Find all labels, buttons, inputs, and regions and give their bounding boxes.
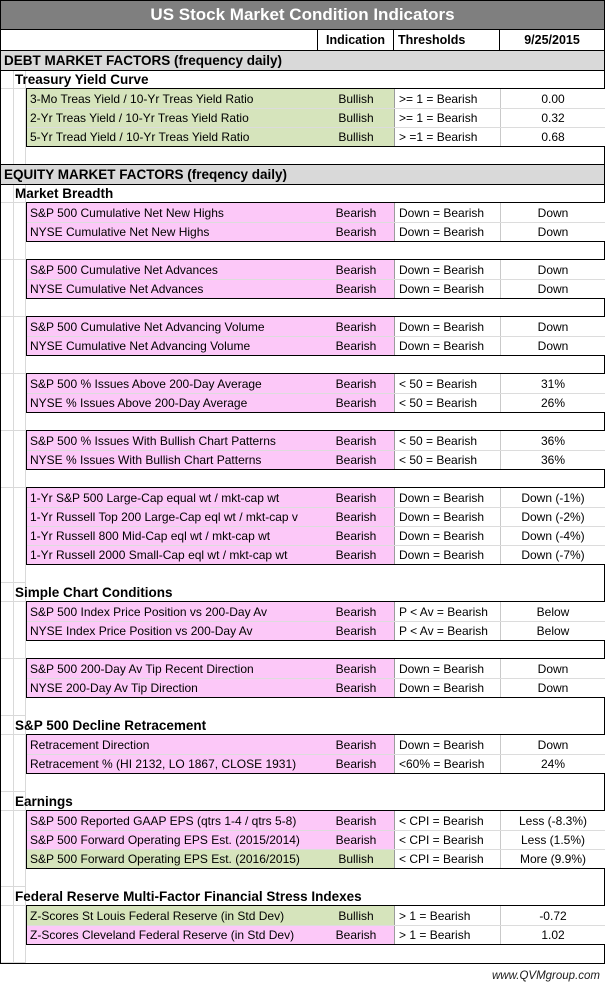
value-cell: More (9.9%) (500, 850, 605, 868)
indicator-row (27, 488, 605, 507)
section-subhead: Federal Reserve Multi-Factor Financial Stress Indexes (1, 887, 604, 906)
indicator-block (26, 810, 605, 869)
value-cell: Down (-1%) (500, 488, 605, 507)
column-header-blank (1, 30, 317, 50)
indicator-row (27, 431, 605, 450)
spacer-row (1, 146, 604, 165)
indication-cell: Bearish (318, 735, 394, 754)
indicator-block (26, 601, 605, 641)
threshold-cell: > 1 = Bearish (394, 906, 500, 925)
value-cell: Down (500, 735, 605, 754)
column-header-indication: Indication (317, 30, 393, 50)
value-cell: 24% (500, 755, 605, 773)
indicator-block (26, 316, 605, 356)
threshold-cell: < 50 = Bearish (394, 431, 500, 450)
indication-cell: Bearish (318, 260, 394, 279)
threshold-cell: < CPI = Bearish (394, 831, 500, 849)
indicator-name: 5-Yr Tread Yield / 10-Yr Treas Yield Ratio (27, 128, 318, 146)
indicator-name: NYSE Cumulative Net Advancing Volume (27, 337, 318, 355)
value-cell: Down (500, 260, 605, 279)
indication-cell: Bearish (318, 622, 394, 640)
indicator-row (27, 545, 605, 564)
indicator-name: Retracement Direction (27, 735, 318, 754)
indicator-name: S&P 500 % Issues With Bullish Chart Patterns (27, 431, 318, 450)
spacer-row (1, 697, 604, 716)
indicator-row (27, 925, 605, 944)
indication-cell: Bearish (318, 508, 394, 526)
indication-cell: Bullish (318, 906, 394, 925)
indicator-row (27, 526, 605, 545)
indicator-block (26, 905, 605, 945)
value-cell: Down (500, 203, 605, 222)
footer (0, 964, 605, 987)
section-subhead: Market Breadth (1, 184, 604, 203)
indication-cell: Bullish (318, 109, 394, 127)
indicator-block (26, 373, 605, 413)
website-link[interactable]: www.QVMgroup.com (491, 969, 600, 982)
spacer-row (1, 355, 604, 374)
indicator-name: S&P 500 Reported GAAP EPS (qtrs 1-4 / qtrs 5-8) (27, 811, 318, 830)
indicator-block (26, 734, 605, 774)
indication-cell: Bearish (318, 317, 394, 336)
threshold-cell: < 50 = Bearish (394, 374, 500, 393)
threshold-cell: Down = Bearish (394, 280, 500, 298)
indication-cell: Bearish (318, 679, 394, 697)
threshold-cell: >= 1 = Bearish (394, 89, 500, 108)
indicator-row (27, 222, 605, 241)
spacer-row (1, 868, 604, 887)
indicator-row (27, 849, 605, 868)
indicator-name: 1-Yr Russell 2000 Small-Cap eql wt / mkt-cap wt (27, 546, 318, 564)
threshold-cell: P < Av = Bearish (394, 602, 500, 621)
indicator-row (27, 735, 605, 754)
value-cell: Below (500, 622, 605, 640)
indication-cell: Bullish (318, 128, 394, 146)
indicator-row (27, 830, 605, 849)
indicator-name: S&P 500 Forward Operating EPS Est. (2015/2014) (27, 831, 318, 849)
indication-cell: Bearish (318, 602, 394, 621)
indicator-name: Retracement % (HI 2132, LO 1867, CLOSE 1931) (27, 755, 318, 773)
threshold-cell: < 50 = Bearish (394, 451, 500, 469)
value-cell: 0.32 (500, 109, 605, 127)
section-band: EQUITY MARKET FACTORS (freqency daily) (1, 164, 604, 185)
threshold-cell: >= 1 = Bearish (394, 109, 500, 127)
section-band: DEBT MARKET FACTORS (frequency daily) (1, 50, 604, 71)
indicator-row (27, 260, 605, 279)
value-cell: 36% (500, 431, 605, 450)
spacer-row (1, 564, 604, 583)
indicator-row (27, 621, 605, 640)
indicator-row (27, 507, 605, 526)
section-subhead: S&P 500 Decline Retracement (1, 716, 604, 735)
indicator-name: Z-Scores Cleveland Federal Reserve (in Std Dev) (27, 926, 318, 944)
indicator-row (27, 203, 605, 222)
value-cell: Down (500, 317, 605, 336)
indication-cell: Bearish (318, 755, 394, 773)
value-cell: Down (-2%) (500, 508, 605, 526)
indicator-name: S&P 500 Index Price Position vs 200-Day Av (27, 602, 318, 621)
indicator-name: 1-Yr Russell 800 Mid-Cap eql wt / mkt-cap wt (27, 527, 318, 545)
value-cell: 26% (500, 394, 605, 412)
value-cell: 31% (500, 374, 605, 393)
indicator-name: NYSE Cumulative Net New Highs (27, 223, 318, 241)
indication-cell: Bearish (318, 431, 394, 450)
value-cell: 0.68 (500, 128, 605, 146)
indicator-row (27, 602, 605, 621)
indicator-row (27, 811, 605, 830)
threshold-cell: Down = Bearish (394, 488, 500, 507)
indication-cell: Bearish (318, 337, 394, 355)
indicator-row (27, 754, 605, 773)
threshold-cell: Down = Bearish (394, 260, 500, 279)
spacer-row (1, 298, 604, 317)
value-cell: Down (-7%) (500, 546, 605, 564)
indication-cell: Bearish (318, 488, 394, 507)
indicator-name: 1-Yr S&P 500 Large-Cap equal wt / mkt-cap wt (27, 488, 318, 507)
section-subhead: Treasury Yield Curve (1, 70, 604, 89)
page-title: US Stock Market Condition Indicators (1, 1, 604, 30)
value-cell: -0.72 (500, 906, 605, 925)
indicator-row (27, 678, 605, 697)
threshold-cell: Down = Bearish (394, 203, 500, 222)
indicator-row (27, 450, 605, 469)
spacer-row (1, 469, 604, 488)
section-subhead: Earnings (1, 792, 604, 811)
threshold-cell: > 1 = Bearish (394, 926, 500, 944)
indicator-row (27, 317, 605, 336)
indication-cell: Bearish (318, 223, 394, 241)
threshold-cell: < CPI = Bearish (394, 811, 500, 830)
spacer-row (1, 241, 604, 260)
indicator-name: S&P 500 Cumulative Net Advances (27, 260, 318, 279)
indicator-row (27, 906, 605, 925)
threshold-cell: <60% = Bearish (394, 755, 500, 773)
threshold-cell: P < Av = Bearish (394, 622, 500, 640)
indicator-name: NYSE % Issues With Bullish Chart Patterns (27, 451, 318, 469)
indication-cell: Bearish (318, 394, 394, 412)
indication-cell: Bullish (318, 850, 394, 868)
spacer-row (1, 412, 604, 431)
value-cell: Down (-4%) (500, 527, 605, 545)
threshold-cell: Down = Bearish (394, 527, 500, 545)
column-header-row (1, 30, 604, 51)
indicator-block (26, 487, 605, 565)
indication-cell: Bullish (318, 89, 394, 108)
column-header-thresholds: Thresholds (393, 30, 499, 50)
indicator-name: NYSE Index Price Position vs 200-Day Av (27, 622, 318, 640)
indication-cell: Bearish (318, 527, 394, 545)
table-body (1, 50, 604, 963)
value-cell: Down (500, 679, 605, 697)
value-cell: 0.00 (500, 89, 605, 108)
indicator-row (27, 659, 605, 678)
value-cell: Down (500, 280, 605, 298)
indicator-block (26, 88, 605, 147)
indication-cell: Bearish (318, 546, 394, 564)
indication-cell: Bearish (318, 280, 394, 298)
value-cell: Down (500, 659, 605, 678)
spacer-row (1, 640, 604, 659)
threshold-cell: Down = Bearish (394, 317, 500, 336)
indicator-name: 1-Yr Russell Top 200 Large-Cap eql wt / mkt-cap v (27, 508, 318, 526)
indicator-row (27, 374, 605, 393)
indicator-block (26, 202, 605, 242)
indicator-name: NYSE % Issues Above 200-Day Average (27, 394, 318, 412)
indicator-name: S&P 500 200-Day Av Tip Recent Direction (27, 659, 318, 678)
indicator-name: Z-Scores St Louis Federal Reserve (in Std Dev) (27, 906, 318, 925)
indicator-row (27, 279, 605, 298)
indication-cell: Bearish (318, 203, 394, 222)
indicator-name: S&P 500 % Issues Above 200-Day Average (27, 374, 318, 393)
indication-cell: Bearish (318, 451, 394, 469)
indication-cell: Bearish (318, 811, 394, 830)
threshold-cell: Down = Bearish (394, 546, 500, 564)
indicator-row (27, 336, 605, 355)
threshold-cell: Down = Bearish (394, 659, 500, 678)
threshold-cell: Down = Bearish (394, 508, 500, 526)
indicator-row (27, 127, 605, 146)
threshold-cell: < 50 = Bearish (394, 394, 500, 412)
value-cell: Down (500, 337, 605, 355)
indicator-block (26, 658, 605, 698)
threshold-cell: < CPI = Bearish (394, 850, 500, 868)
threshold-cell: Down = Bearish (394, 735, 500, 754)
value-cell: 36% (500, 451, 605, 469)
indication-cell: Bearish (318, 374, 394, 393)
section-subhead: Simple Chart Conditions (1, 583, 604, 602)
spacer-row (1, 944, 604, 963)
threshold-cell: Down = Bearish (394, 679, 500, 697)
indicator-name: S&P 500 Cumulative Net Advancing Volume (27, 317, 318, 336)
indicator-name: S&P 500 Forward Operating EPS Est. (2016/2015) (27, 850, 318, 868)
value-cell: Less (1.5%) (500, 831, 605, 849)
indicator-name: 3-Mo Treas Yield / 10-Yr Treas Yield Ratio (27, 89, 318, 108)
indicator-row (27, 108, 605, 127)
indicator-name: 2-Yr Treas Yield / 10-Yr Treas Yield Ratio (27, 109, 318, 127)
indication-cell: Bearish (318, 926, 394, 944)
value-cell: Down (500, 223, 605, 241)
indicator-name: S&P 500 Cumulative Net New Highs (27, 203, 318, 222)
indicator-block (26, 430, 605, 470)
value-cell: 1.02 (500, 926, 605, 944)
threshold-cell: Down = Bearish (394, 223, 500, 241)
indication-cell: Bearish (318, 831, 394, 849)
threshold-cell: > =1 = Bearish (394, 128, 500, 146)
value-cell: Less (-8.3%) (500, 811, 605, 830)
indicator-row (27, 89, 605, 108)
value-cell: Below (500, 602, 605, 621)
column-header-date: 9/25/2015 (499, 30, 604, 50)
indicator-name: NYSE 200-Day Av Tip Direction (27, 679, 318, 697)
indicator-name: NYSE Cumulative Net Advances (27, 280, 318, 298)
threshold-cell: Down = Bearish (394, 337, 500, 355)
indicator-block (26, 259, 605, 299)
spacer-row (1, 773, 604, 792)
indicator-row (27, 393, 605, 412)
indication-cell: Bearish (318, 659, 394, 678)
